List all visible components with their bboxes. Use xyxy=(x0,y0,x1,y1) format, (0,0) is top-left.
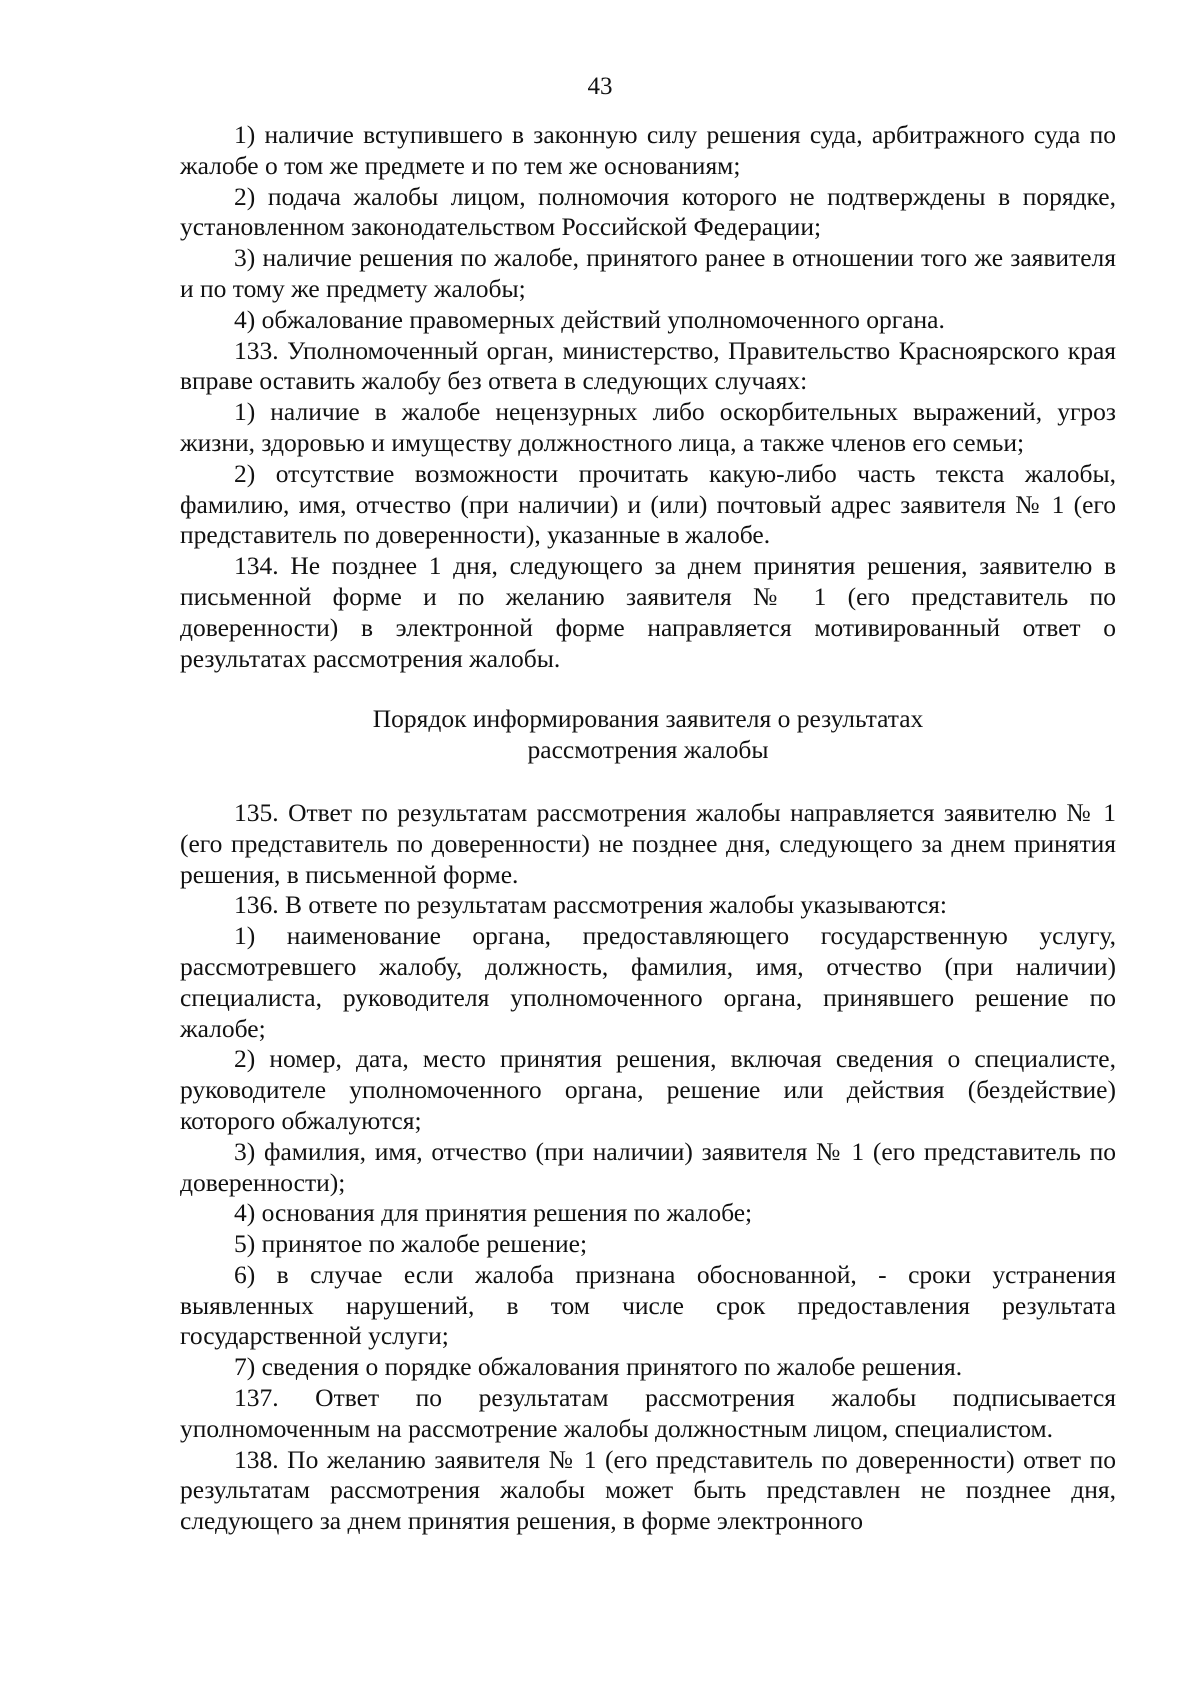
paragraph-136-item-7: 7) сведения о порядке обжалования принятого по жалобе решения. xyxy=(234,1352,963,1382)
section-heading-line-2: рассмотрения жалобы xyxy=(527,735,769,765)
page-number: 43 xyxy=(587,73,613,100)
paragraph-137: 137. Ответ по результатам рассмотрения жалобы подписывается уполномоченным на рассмотрение жалобы должностным лицом, специалистом. xyxy=(180,1383,1116,1443)
section-heading xyxy=(180,674,1116,798)
paragraph-138: 138. По желанию заявителя № 1 (его представитель по доверенности) ответ по результатам рассмотрения жалобы может быть представлен не позднее дня, следующего за днем принятия решения, в форме электронного xyxy=(180,1444,1116,1536)
section-heading-line-1: Порядок информирования заявителя о результатах xyxy=(372,704,924,734)
paragraph-136-item-1: 1) наименование органа, предоставляющего государственную услугу, рассмотревшего жалобу, должность, фамилия, имя, отчество (при наличии) специалиста, руководителя уполномоченного органа, принявшего решение по жалобе; xyxy=(180,921,1116,1043)
document-body xyxy=(180,120,1116,1537)
paragraph-item-1: 1) наличие вступившего в законную силу решения суда, арбитражного суда по жалобе о том же предмете и по тем же основаниям; xyxy=(180,120,1116,180)
paragraph-133-item-1: 1) наличие в жалобе нецензурных либо оскорбительных выражений, угроз жизни, здоровью и имуществу должностного лица, а также членов его семьи; xyxy=(180,397,1116,457)
paragraph-134: 134. Не позднее 1 дня, следующего за днем принятия решения, заявителю в письменной форме и по желанию заявителя № 1 (его представитель по доверенности) в электронной форме направляется мотивированный ответ о результатах рассмотрения жалобы. xyxy=(180,551,1116,673)
paragraph-item-3: 3) наличие решения по жалобе, принятого ранее в отношении того же заявителя и по тому же предмету жалобы; xyxy=(180,243,1116,303)
paragraph-136-item-2: 2) номер, дата, место принятия решения, включая сведения о специалисте, руководителе уполномоченного органа, решение или действия (бездействие) которого обжалуются; xyxy=(180,1044,1116,1135)
paragraph-133-item-2: 2) отсутствие возможности прочитать какую-либо часть текста жалобы, фамилию, имя, отчество (при наличии) и (или) почтовый адрес заявителя № 1 (его представитель по доверенности), указанные в жалобе. xyxy=(180,458,1116,550)
paragraph-136-item-4: 4) основания для принятия решения по жалобе; xyxy=(234,1198,753,1228)
paragraph-135: 135. Ответ по результатам рассмотрения жалобы направляется заявителю № 1 (его представитель по доверенности) не позднее дня, следующего за днем принятия решения, в письменной форме. xyxy=(180,797,1116,889)
paragraph-136: 136. В ответе по результатам рассмотрения жалобы указываются: xyxy=(234,890,947,920)
paragraph-item-4: 4) обжалование правомерных действий уполномоченного органа. xyxy=(234,304,945,334)
paragraph-136-item-3: 3) фамилия, имя, отчество (при наличии) заявителя № 1 (его представитель по доверенности); xyxy=(180,1136,1116,1197)
paragraph-item-2: 2) подача жалобы лицом, полномочия которого не подтверждены в порядке, установленном законодательством Российской Федерации; xyxy=(180,181,1116,242)
paragraph-136-item-5: 5) принятое по жалобе решение; xyxy=(234,1229,588,1259)
paragraph-133: 133. Уполномоченный орган, министерство, Правительство Красноярского края вправе оставить жалобу без ответа в следующих случаях: xyxy=(180,335,1116,396)
paragraph-136-item-6: 6) в случае если жалоба признана обоснованной, - сроки устранения выявленных нарушений, в том числе срок предоставления результата государственной услуги; xyxy=(180,1259,1116,1351)
